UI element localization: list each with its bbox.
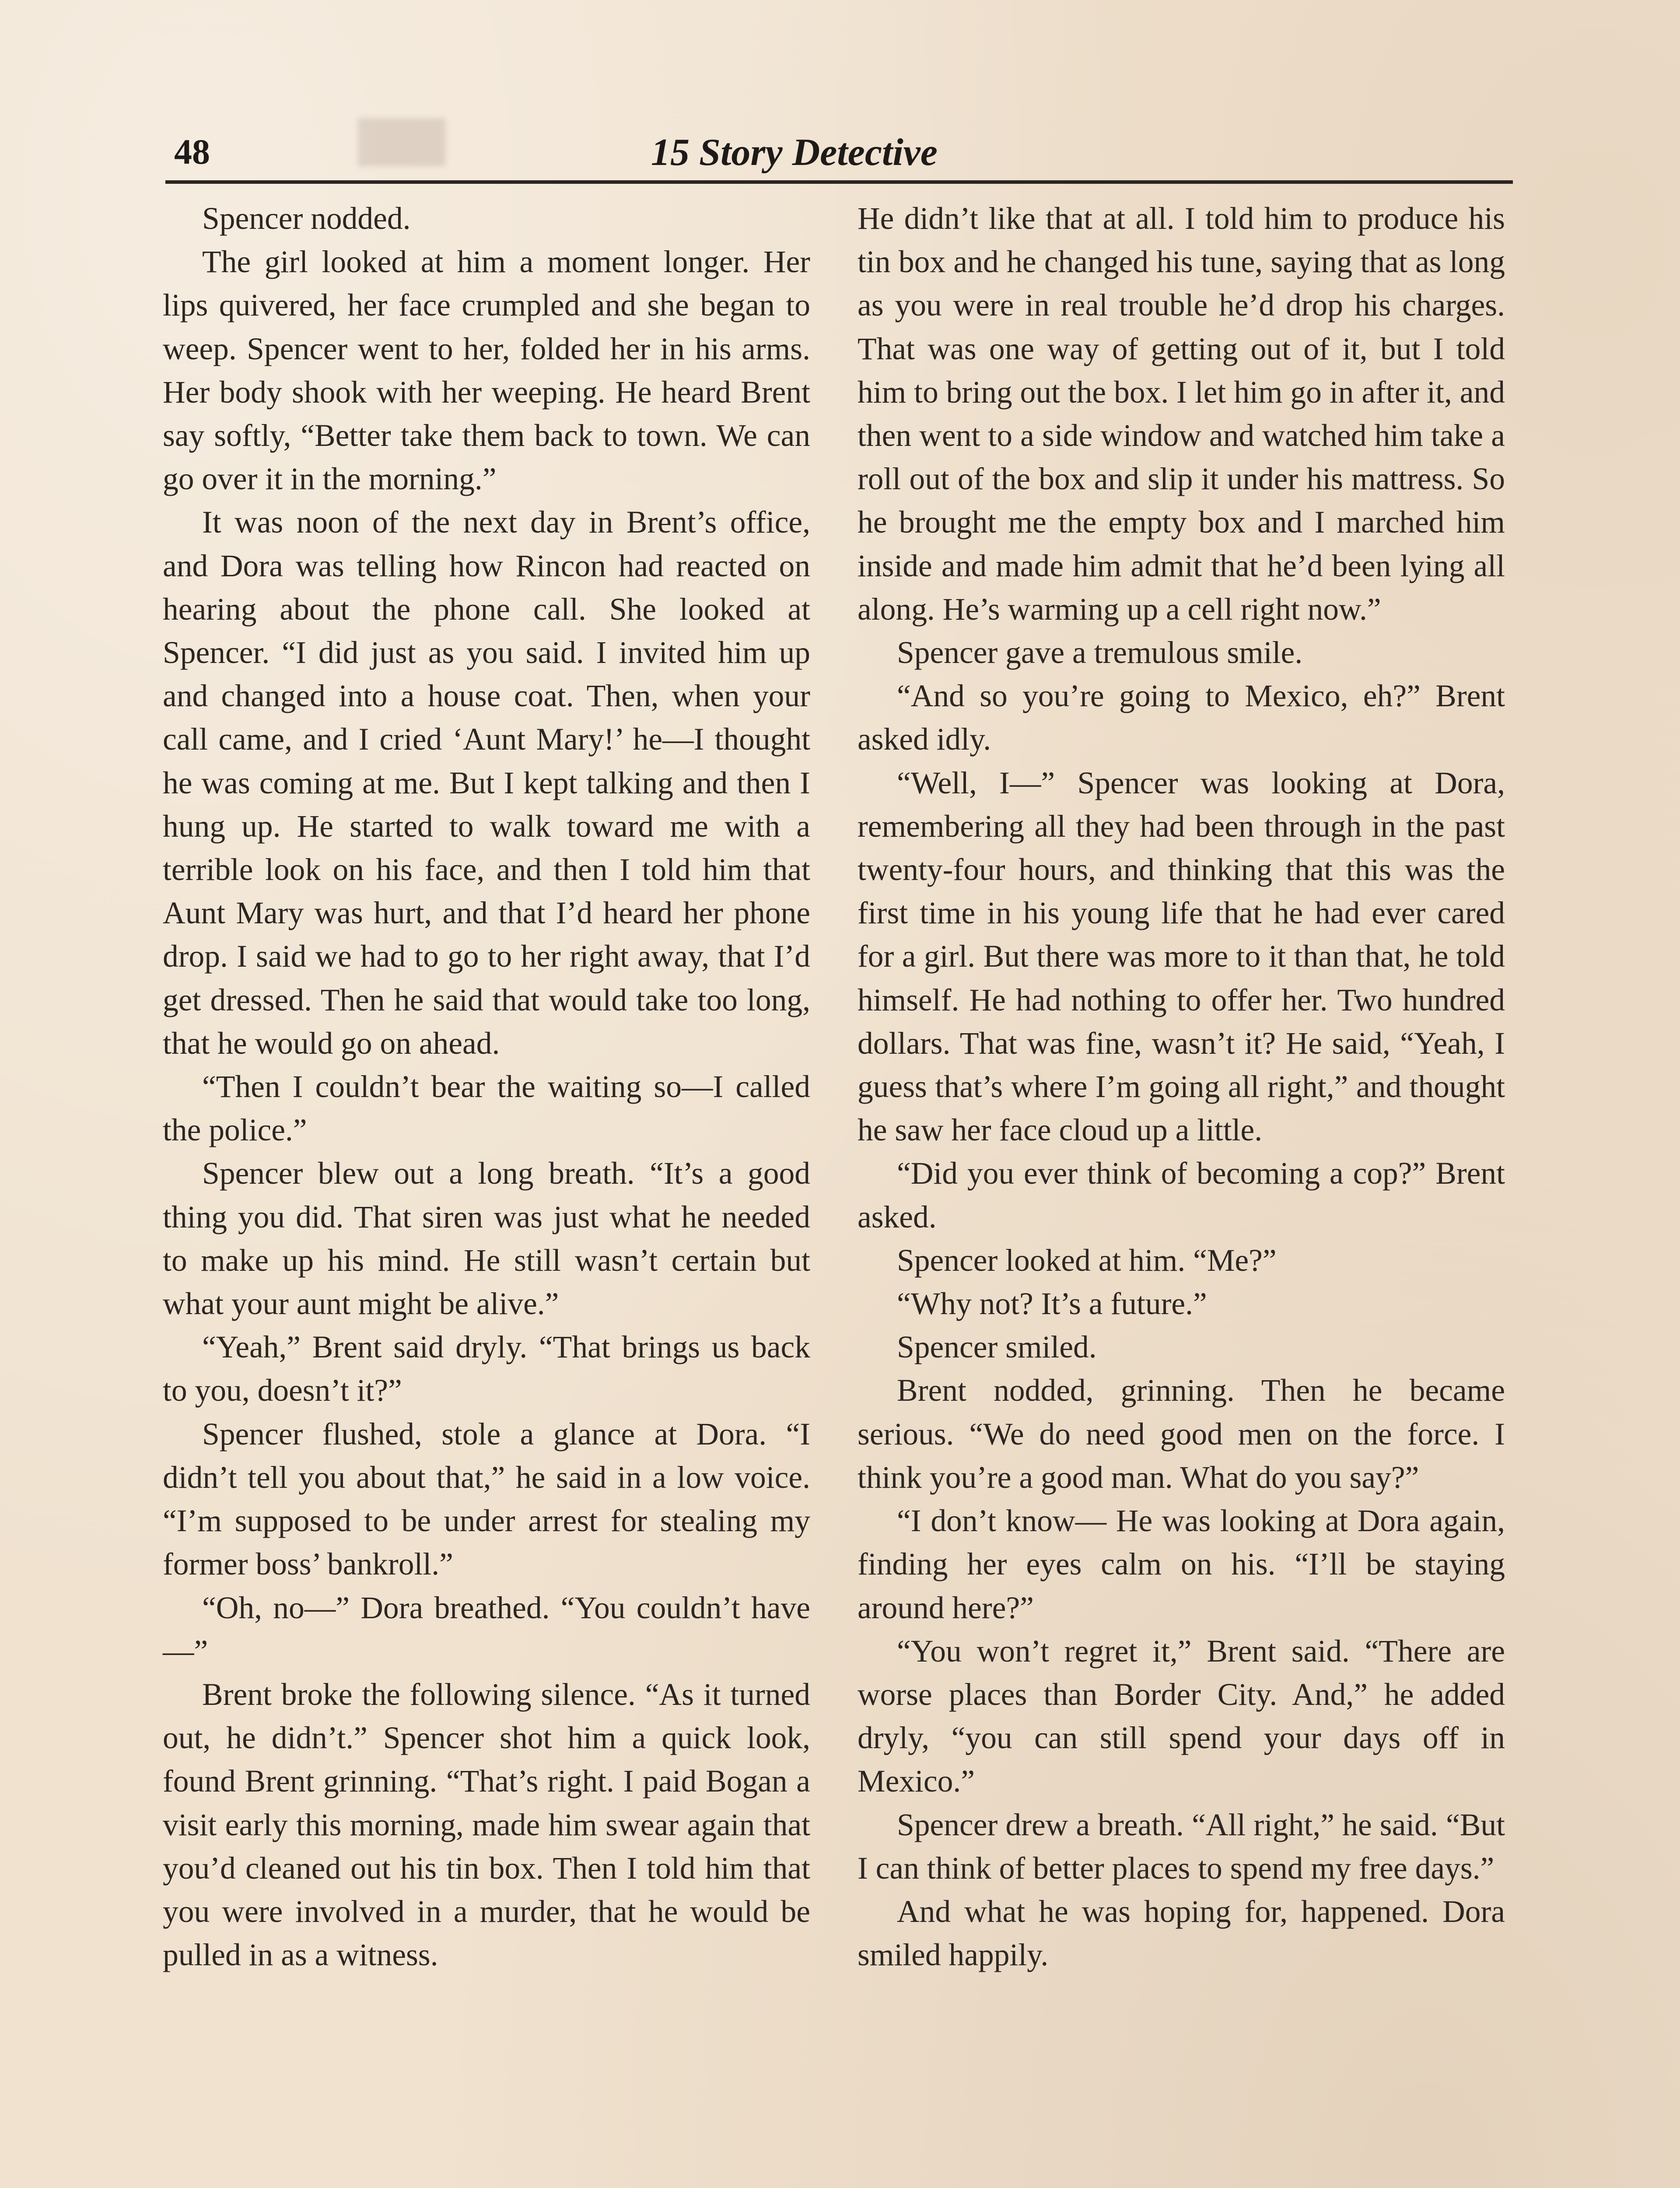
paragraph: Spencer flushed, stole a glance at Dora. “I didn’t tell you about that,” he said in a low voice. “I’m supposed to be under arrest for stealing my former boss’ bankroll.” [163,1417,810,1582]
header-rule [165,180,1513,184]
paragraph: “I don’t know— He was looking at Dora again, finding her eyes calm on his. “I’ll be staying around here?” [858,1504,1505,1625]
paragraph: “You won’t regret it,” Brent said. “There are worse places than Border City. And,” he added dryly, “you can still spend your days off in Mexico.” [858,1634,1505,1799]
paragraph: The girl looked at him a moment longer. Her lips quivered, her face crumpled and she began to weep. Spencer went to her, folded her in his arms. Her body shook with her weeping. He heard Brent say softly, “Better take them back to town. We can go over it in the morning.” [163,245,810,497]
paragraph: Spencer smiled. [897,1330,1097,1365]
paragraph: Brent broke the following silence. “As it turned out, he didn’t.” Spencer shot him a quick look, found Brent grinning. “That’s right. I paid Bogan a visit early this morning, made him swear again that you’d cleaned out his tin box. Then I told him that you were involved in a murder, that he would be pulled in as a witness. [163,1677,810,1973]
paragraph: It was noon of the next day in Brent’s office, and Dora was telling how Rincon had reacted on hearing about the phone call. She looked at Spencer. “I did just as you said. I invited him up and changed into a house coat. Then, when your call came, and I cried ‘Aunt Mary!’ he—I thought he was coming at me. But I kept talking and then I hung up. He started to walk toward me with a terrible look on his face, and then I told him that Aunt Mary was hurt, and that I’d heard her phone drop. I said we had to go to her right away, that I’d get dressed. Then he said that would take too long, that he would go on ahead. [163,505,810,1061]
paragraph: Spencer nodded. [202,201,411,236]
paragraph: “Did you ever think of becoming a cop?” Brent asked. [858,1156,1505,1234]
paragraph: “Oh, no—” Dora breathed. “You couldn’t have—” [163,1590,810,1669]
paragraph: Spencer gave a tremulous smile. [897,635,1303,670]
right-column [858,197,1505,1977]
left-column [163,197,810,1977]
paragraph: “Yeah,” Brent said dryly. “That brings us back to you, doesn’t it?” [163,1330,810,1408]
paragraph: “Then I couldn’t bear the waiting so—I called the police.” [163,1069,810,1148]
running-title: 15 Story Detective [651,131,938,174]
paragraph: Spencer drew a breath. “All right,” he said. “But I can think of better places to spend my free days.” [858,1807,1505,1886]
paragraph: Brent nodded, grinning. Then he became serious. “We do need good men on the force. I think you’re a good man. What do you say?” [858,1373,1505,1495]
paragraph: “Why not? It’s a future.” [897,1287,1207,1322]
paragraph: Spencer looked at him. “Me?” [897,1243,1277,1278]
paragraph: Spencer blew out a long breath. “It’s a good thing you did. That siren was just what he needed to make up his mind. He still wasn’t certain but what your aunt might be alive.” [163,1156,810,1322]
page-header [165,118,1513,184]
page-number: 48 [174,132,210,172]
ink-smudge [358,118,445,166]
paragraph-continued: He didn’t like that at all. I told him to produce his tin box and he changed his tune, saying that as long as you were in real trouble he’d drop his charges. That was one way of getting out of it, but I told him to bring out the box. I let him go in after it, and then went to a side window and watched him take a roll out of the box and slip it under his mattress. So he brought me the empty box and I marched him inside and made him admit that he’d been lying all along. He’s warming up a cell right now.” [858,201,1505,627]
paragraph: “And so you’re going to Mexico, eh?” Brent asked idly. [858,679,1505,757]
paragraph: “Well, I—” Spencer was looking at Dora, remembering all they had been through in the past twenty-four hours, and thinking that this was the first time in his young life that he had ever cared for a girl. But there was more to it than that, he told himself. He had nothing to offer her. Two hundred dollars. That was fine, wasn’t it? He said, “Yeah, I guess that’s where I’m going all right,” and thought he saw her face cloud up a little. [858,765,1505,1148]
paragraph: And what he was hoping for, happened. Dora smiled happily. [858,1894,1505,1973]
